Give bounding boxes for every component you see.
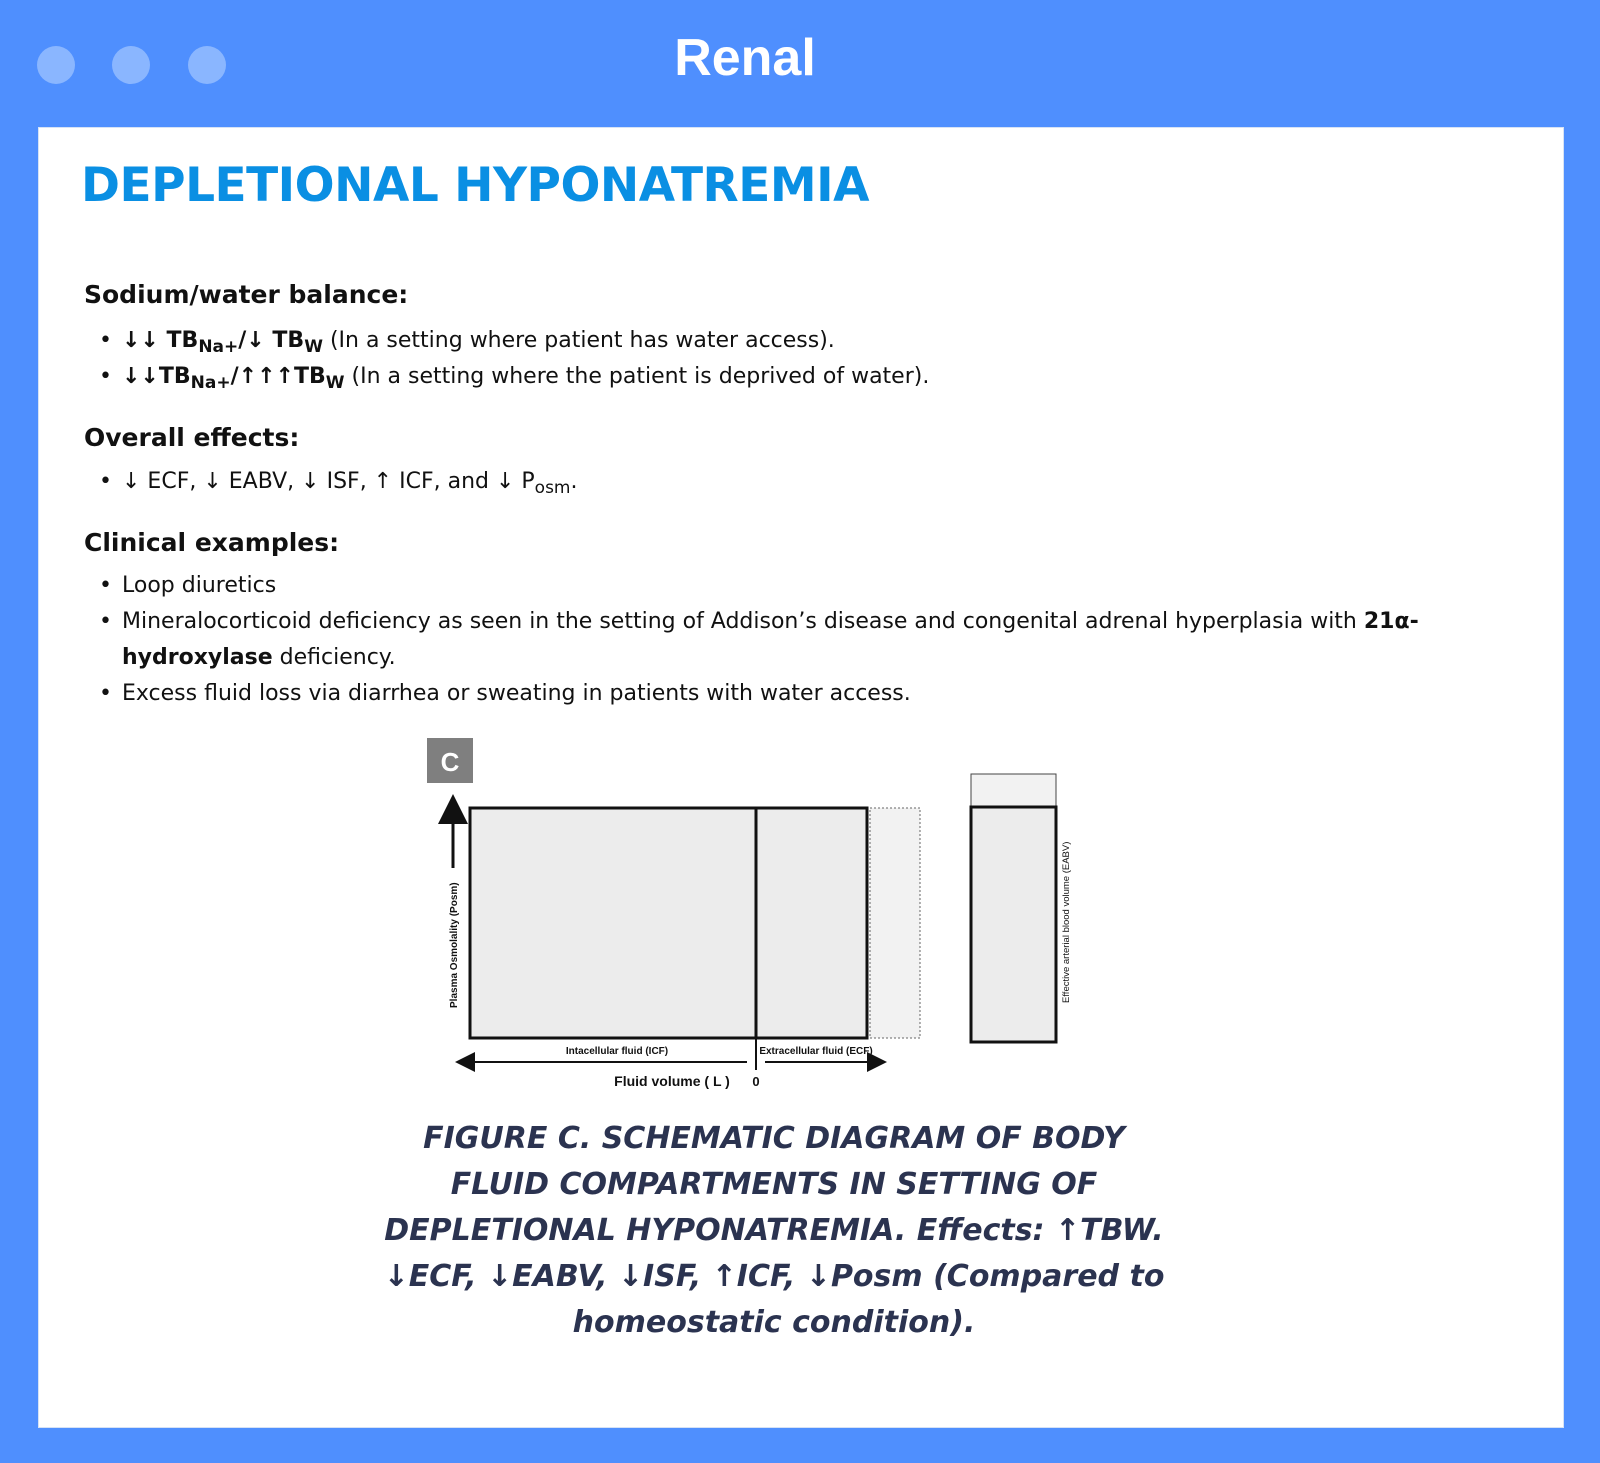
icf-label: Intacellular fluid (ICF) <box>565 1046 669 1057</box>
fluid-compartment-figure <box>427 728 1127 1108</box>
icf-compartment <box>470 808 756 1038</box>
clinical-examples-heading: Clinical examples: <box>84 528 340 557</box>
panel-label: C <box>440 747 460 777</box>
list-item: • $↓↓TB_{Na+}/↑↑↑TB_W$ (In a setting where the patient is deprived of water). <box>84 359 929 395</box>
figure-svg <box>427 728 1127 1108</box>
content-card <box>38 127 1564 1428</box>
overall-effects-list <box>84 464 578 500</box>
title-bar <box>0 0 1600 127</box>
figure-caption: FIGURE C. SCHEMATIC DIAGRAM OF BODY FLUID COMPARTMENTS IN SETTING OF DEPLETIONAL HYPONATREMIA. Effects: ↑TBW. ↓ECF, ↓EABV, ↓ISF, ↑ICF, ↓Posm (Compared to homeostatic condition). <box>383 1121 1165 1340</box>
clinical-examples-list <box>84 568 1454 712</box>
eabv-top-box <box>971 774 1056 807</box>
zero-label: 0 <box>752 1074 760 1089</box>
sodium-water-heading: Sodium/water balance: <box>84 280 409 309</box>
list-item: • Loop diuretics <box>84 568 1454 604</box>
ecf-lost-volume <box>870 808 920 1038</box>
sodium-water-list <box>84 323 929 395</box>
y-axis-label: Plasma Osmolality (Posm) <box>449 882 460 1008</box>
list-item: • ↓ ECF, ↓ EABV, ↓ ISF, ↑ ICF, and ↓ $P_{osm}$. <box>84 464 578 500</box>
x-axis-label: Fluid volume ( L ) <box>614 1073 730 1089</box>
page-title: DEPLETIONAL HYPONATREMIA <box>81 158 869 213</box>
eabv-compartment <box>971 807 1056 1042</box>
list-item: • ↓↓ $TB_{Na+}/↓$ $TB_W$ (In a setting where patient has water access). <box>84 323 929 359</box>
ecf-compartment <box>756 808 867 1038</box>
overall-effects-heading: Overall effects: <box>84 423 300 452</box>
window-title: Renal <box>674 29 816 87</box>
list-item: • Mineralocorticoid deficiency as seen in the setting of Addison’s disease and congenital adrenal hyperplasia with 21α-hydroxylase deficiency. <box>84 604 1454 676</box>
list-item: • Excess fluid loss via diarrhea or sweating in patients with water access. <box>84 676 1454 712</box>
eabv-label: Effective arterial blood volume (EABV) <box>1061 841 1072 1003</box>
ecf-label: Extracellular fluid (ECF) <box>759 1046 873 1057</box>
